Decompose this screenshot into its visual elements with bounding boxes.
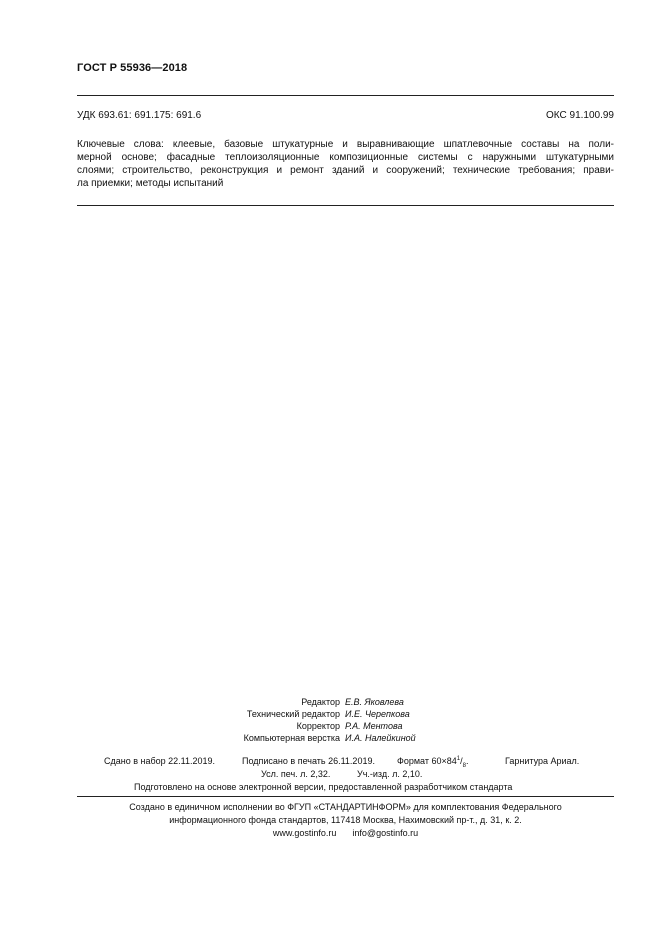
- keywords-line: ла приемки; методы испытаний: [77, 178, 224, 189]
- staff-row-proofreader: [150, 720, 540, 732]
- prepared-note: Подготовлено на основе электронной версии, предоставленной разработчиком стандарта: [134, 782, 513, 792]
- staff-person: И.А. Налейкиной: [345, 733, 416, 743]
- staff-role: Компьютерная верстка: [243, 733, 340, 743]
- imprint-row-dates: [77, 755, 614, 768]
- publishing-sheets: Уч.-изд. л. 2,10.: [357, 769, 423, 779]
- publisher-contacts: [77, 827, 614, 840]
- staff-role: Корректор: [296, 721, 340, 731]
- format-slash: /: [460, 756, 463, 766]
- publisher-line-2: информационного фонда стандартов, 117418 Москва, Нахимовский пр-т., д. 31, к. 2.: [169, 815, 522, 825]
- set-date: Сдано в набор 22.11.2019.: [104, 756, 216, 766]
- staff-row-layout: [150, 732, 540, 744]
- format-info: [397, 755, 468, 767]
- staff-credits: [150, 696, 540, 744]
- header-divider: [77, 95, 614, 96]
- staff-person: И.Е. Черепкова: [345, 709, 410, 719]
- email-link[interactable]: info@gostinfo.ru: [352, 828, 419, 838]
- keywords-line: слоями; строительство, реконструкция и ремонт зданий и сооружений; технические требования; прави-: [77, 165, 614, 176]
- imprint-divider: [77, 796, 614, 797]
- staff-row-tech-editor: [150, 708, 540, 720]
- format-prefix: Формат 60×84: [397, 756, 457, 766]
- website-link[interactable]: www.gostinfo.ru: [272, 828, 337, 838]
- print-sheets: Усл. печ. л. 2,32.: [261, 769, 331, 779]
- staff-person: Р.А. Ментова: [345, 721, 403, 731]
- oks-code: ОКС 91.100.99: [546, 110, 614, 121]
- imprint-row-sheets: [77, 768, 614, 781]
- keywords-block: [77, 138, 614, 190]
- format-suffix: .: [465, 756, 469, 766]
- keywords-line: Ключевые слова: клеевые, базовые штукатурные и выравнивающие шпатлевочные составы на поли-: [77, 139, 614, 150]
- imprint-block: [77, 755, 614, 794]
- publisher-block: [77, 801, 614, 840]
- keywords-divider: [77, 205, 614, 206]
- imprint-row-note: [77, 781, 614, 794]
- staff-row-editor: [150, 696, 540, 708]
- format-numerator: 1: [456, 756, 461, 762]
- format-denominator: 8: [462, 762, 466, 769]
- staff-person: Е.В. Яковлева: [345, 697, 404, 707]
- staff-role: Технический редактор: [246, 709, 340, 719]
- signed-date: Подписано в печать 26.11.2019.: [242, 756, 375, 766]
- keywords-line: мерной основе; фасадные теплоизоляционные композиционные системы с наружными штукатурными: [77, 152, 614, 163]
- typeface: Гарнитура Ариал.: [505, 756, 580, 766]
- publisher-line-1: Создано в единичном исполнении во ФГУП «СТАНДАРТИНФОРМ» для комплектования Федерального: [129, 802, 562, 812]
- udk-code: УДК 693.61: 691.175: 691.6: [77, 110, 202, 121]
- staff-role: Редактор: [301, 697, 340, 707]
- document-code: ГОСТ Р 55936—2018: [77, 62, 188, 74]
